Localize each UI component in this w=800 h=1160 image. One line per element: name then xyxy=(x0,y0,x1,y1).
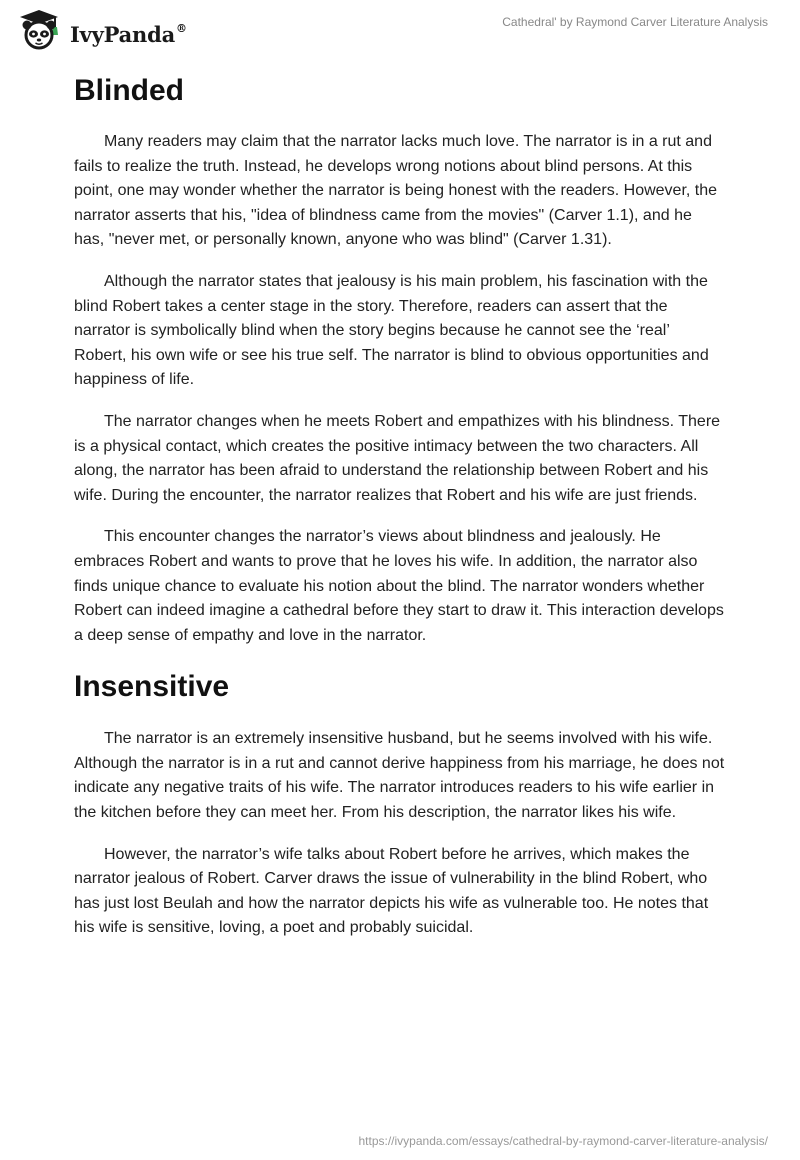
panda-graduate-icon xyxy=(14,8,64,57)
section-heading-insensitive: Insensitive xyxy=(74,670,230,704)
paragraph: This encounter changes the narrator’s views about blindness and jealously. He embraces Robert and wants to prove that he loves his wife. In addition, the narrator also finds unique chance to evaluate his notion about the blind. The narrator wonders whether Robert can indeed imagine a cathedral before they start to draw it. This interaction develops a deep sense of empathy and love in the narrator. xyxy=(74,528,724,644)
paragraph: Many readers may claim that the narrator lacks much love. The narrator is in a rut and fails to realize the truth. Instead, he develops wrong notions about blind persons. At this point, one may wonder whether the narrator is being honest with the readers. However, the narrator asserts that his, "idea of blindness came from the movies" (Carver 1.1), and he has, "never met, or personally known, anyone who was blind" (Carver 1.31). xyxy=(74,133,718,249)
paragraph: The narrator is an extremely insensitive husband, but he seems involved with his wife. Although the narrator is in a rut and cannot derive happiness from his marriage, he does not indicate any negative traits of his wife. The narrator introduces readers to his wife earlier in the kitchen before they can meet her. From his description, the narrator likes his wife. xyxy=(74,730,725,822)
paragraph: Although the narrator states that jealousy is his main problem, his fascination with the blind Robert takes a center stage in the story. Therefore, readers can assert that the narrator is symbolically blind when the story begins because he cannot see the ‘real’ Robert, his own wife or see his true self. The narrator is blind to obvious opportunities and happiness of life. xyxy=(74,272,709,389)
brand-logo[interactable] xyxy=(14,8,187,57)
page-header xyxy=(0,0,800,60)
brand-text: IvyPanda xyxy=(70,22,176,47)
brand-name xyxy=(70,22,187,47)
document-title: Cathedral' by Raymond Carver Literature Analysis xyxy=(502,15,768,29)
paragraph: However, the narrator’s wife talks about Robert before he arrives, which makes the narrator jealous of Robert. Carver draws the issue of vulnerability in the blind Robert, who has just lost Beulah and how the narrator depicts his wife as vulnerable too. He notes that his wife is sensitive, loving, a poet and probably suicidal. xyxy=(74,845,709,937)
source-url[interactable]: https://ivypanda.com/essays/cathedral-by-raymond-carver-literature-analysis/ xyxy=(358,1134,768,1148)
essay-body xyxy=(74,72,726,941)
registered-mark: ® xyxy=(176,22,187,35)
paragraph: The narrator changes when he meets Robert and empathizes with his blindness. There is a physical contact, which creates the positive intimacy between the two characters. All along, the narrator has been afraid to understand the relationship between Robert and his wife. During the encounter, the narrator realizes that Robert and his wife are just friends. xyxy=(74,412,721,504)
section-heading-blinded: Blinded xyxy=(74,74,184,107)
